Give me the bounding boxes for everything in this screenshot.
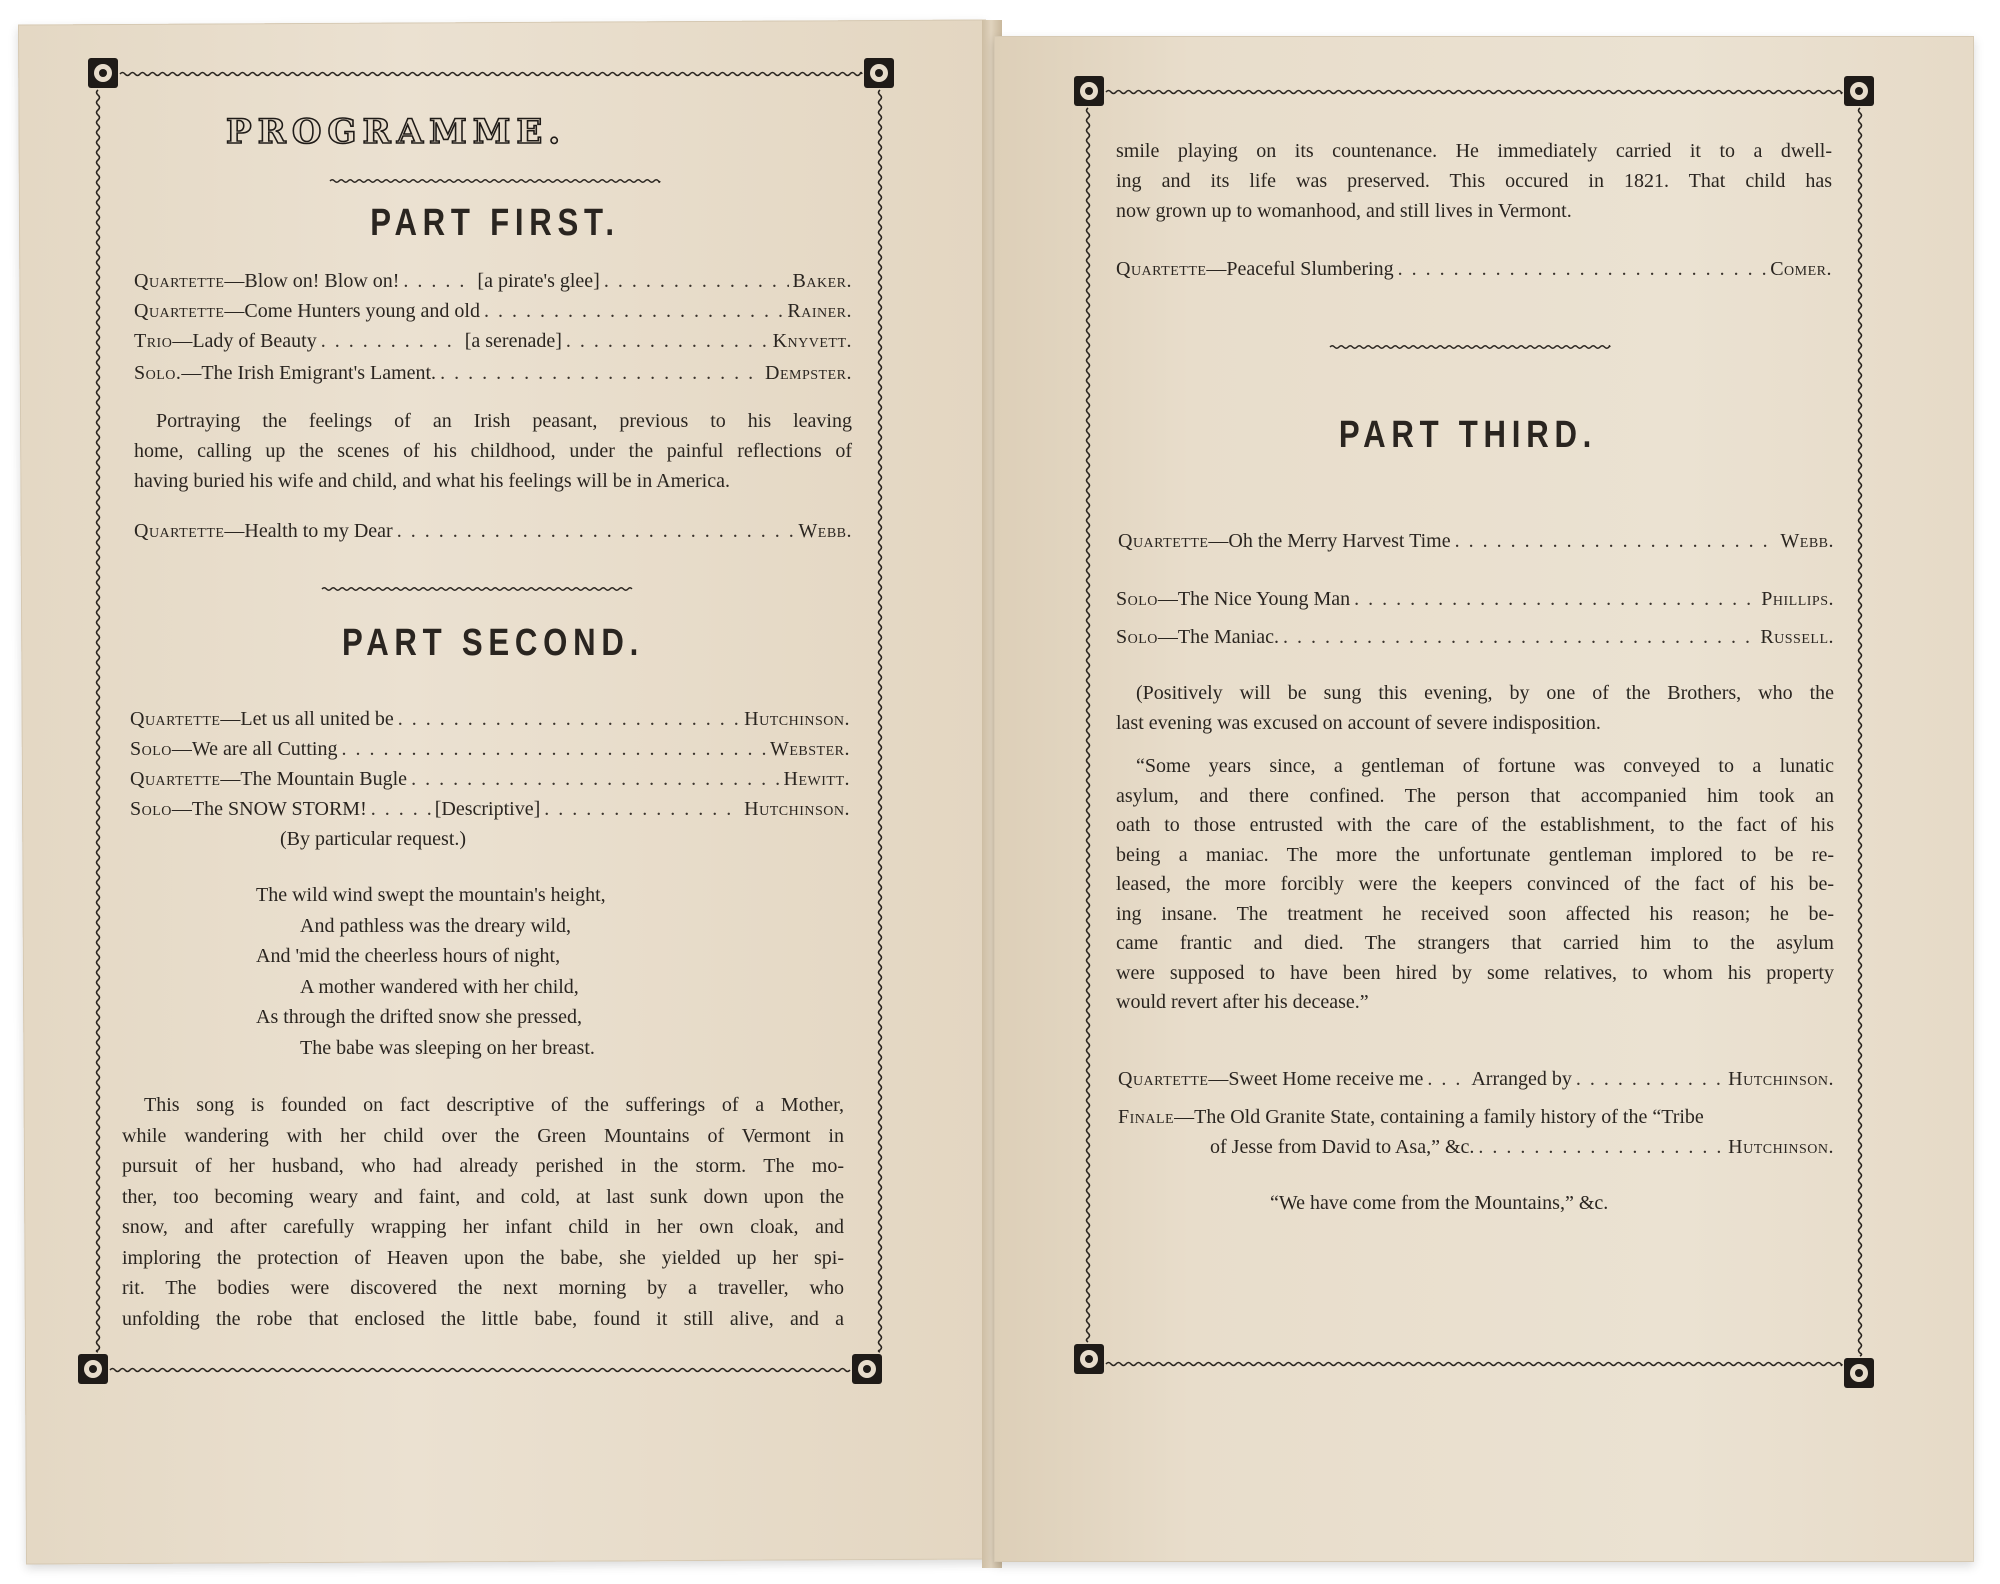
part-third-heading: PART THIRD. [1338, 414, 1598, 456]
snow-storm-poem: The wild wind swept the mountain's height, And pathless was the dreary wild, And 'mid the cheerless hours of night, A mother wandered with her child, As through the drifted snow she pressed, The babe was sleeping on her breast. [256, 884, 606, 1059]
corner-ornament [88, 58, 118, 88]
finale-entry-continued: of Jesse from David to Asa,” &c. . . . Hutchinson. [1210, 1132, 1834, 1162]
programme-entry: Quartette —Health to my Dear . . . Webb. [134, 516, 852, 546]
programme-entry: Quartette —Let us all united be . . . Hutchinson. [130, 704, 850, 734]
programme-entry: Quartette —The Mountain Bugle . . . Hewitt. [130, 764, 850, 794]
finale-entry: Finale —The Old Granite State, containing a family history of the “Tribe [1118, 1106, 1704, 1128]
programme-entry: Solo —We are all Cutting . . . Webster. [130, 734, 850, 764]
programme-entry: Solo. —The Irish Emigrant's Lament. . . . Dempster. [134, 358, 852, 388]
corner-ornament [1074, 1344, 1104, 1374]
programme-entry: Quartette —Come Hunters young and old . . . Rainer. [134, 296, 852, 326]
decorative-rule [330, 176, 660, 186]
programme-entry: Solo —The SNOW STORM! . . . [Descriptive] . . . Hutchinson. [130, 794, 850, 824]
maniac-note: (Positively will be sung this evening, by one of the Brothers, who the last evening was excused on account of severe indisposition. [1116, 682, 1834, 734]
decorative-rule [322, 584, 632, 594]
corner-ornament [78, 1354, 108, 1384]
corner-ornament [1074, 76, 1104, 106]
programme-title: PROGRAMME. [226, 112, 567, 152]
closing-line: “We have come from the Mountains,” &c. [1270, 1192, 1609, 1214]
programme-entry: Quartette —Sweet Home receive me . . . Arranged by . . . Hutchinson. [1118, 1064, 1834, 1094]
request-note: (By particular request.) [280, 828, 467, 850]
corner-ornament [852, 1354, 882, 1384]
programme-entry: Trio —Lady of Beauty . . . [a serenade] . . . Knyvett. [134, 326, 852, 356]
part-first-heading: PART FIRST. [370, 202, 620, 244]
snow-storm-story: This song is founded on fact descriptive of the sufferings of a Mother, while wandering with her child over the Green Mountains of Vermont in pursuit of her husband, who had already perished in the storm. The mo- ther, too becoming weary and faint, and cold, at last sunk down upon the snow, and after carefully wrapping her infant child in her own cloak, and imploring the protection of Heaven upon the babe, she yielded up her spi- rit. The bodies were discovered the next morning by a traveller, who unfolding the robe that enclosed the little babe, found it still alive, and a [122, 1094, 844, 1330]
corner-ornament [1844, 1358, 1874, 1388]
programme-entry: Quartette —Blow on! Blow on! . . . [a pirate's glee] . . . Baker. [134, 266, 852, 296]
corner-ornament [864, 58, 894, 88]
emigrant-description: Portraying the feelings of an Irish peasant, previous to his leaving home, calling up the scenes of his childhood, under the painful reflections of having buried his wife and child, and what his feelings will be in America. [134, 410, 852, 492]
programme-entry: Solo —The Nice Young Man . . . Phillips. [1116, 584, 1834, 614]
programme-entry: Quartette —Peaceful Slumbering . . . Comer. [1116, 254, 1832, 284]
programme-entry: Quartette —Oh the Merry Harvest Time . . . Webb. [1118, 526, 1834, 556]
snow-storm-story-continued: smile playing on its countenance. He immediately carried it to a dwell- ing and its life was preserved. This occured in 1821. That child has now grown up to womanhood, and still lives in Vermont. [1116, 140, 1832, 222]
programme-entry: Solo —The Maniac. . . . Russell. [1116, 622, 1834, 652]
decorative-rule [1330, 342, 1610, 352]
part-second-heading: PART SECOND. [341, 622, 645, 664]
maniac-story: “Some years since, a gentleman of fortune was conveyed to a lunatic asylum, and there confined. The person that accompanied him took an oath to those entrusted with the care of the establishment, to the fact of his being a maniac. The more the unfortunate gentleman implored to be re- leased, the more forcibly were the keepers convinced of the fact of his be- ing insane. The treatment he received soon affected his reason; he be- came frantic and died. The strangers that carried him to the asylum were supposed to have been hired by some relatives, to whom his property would revert after his decease.” [1116, 755, 1834, 1013]
corner-ornament [1844, 76, 1874, 106]
